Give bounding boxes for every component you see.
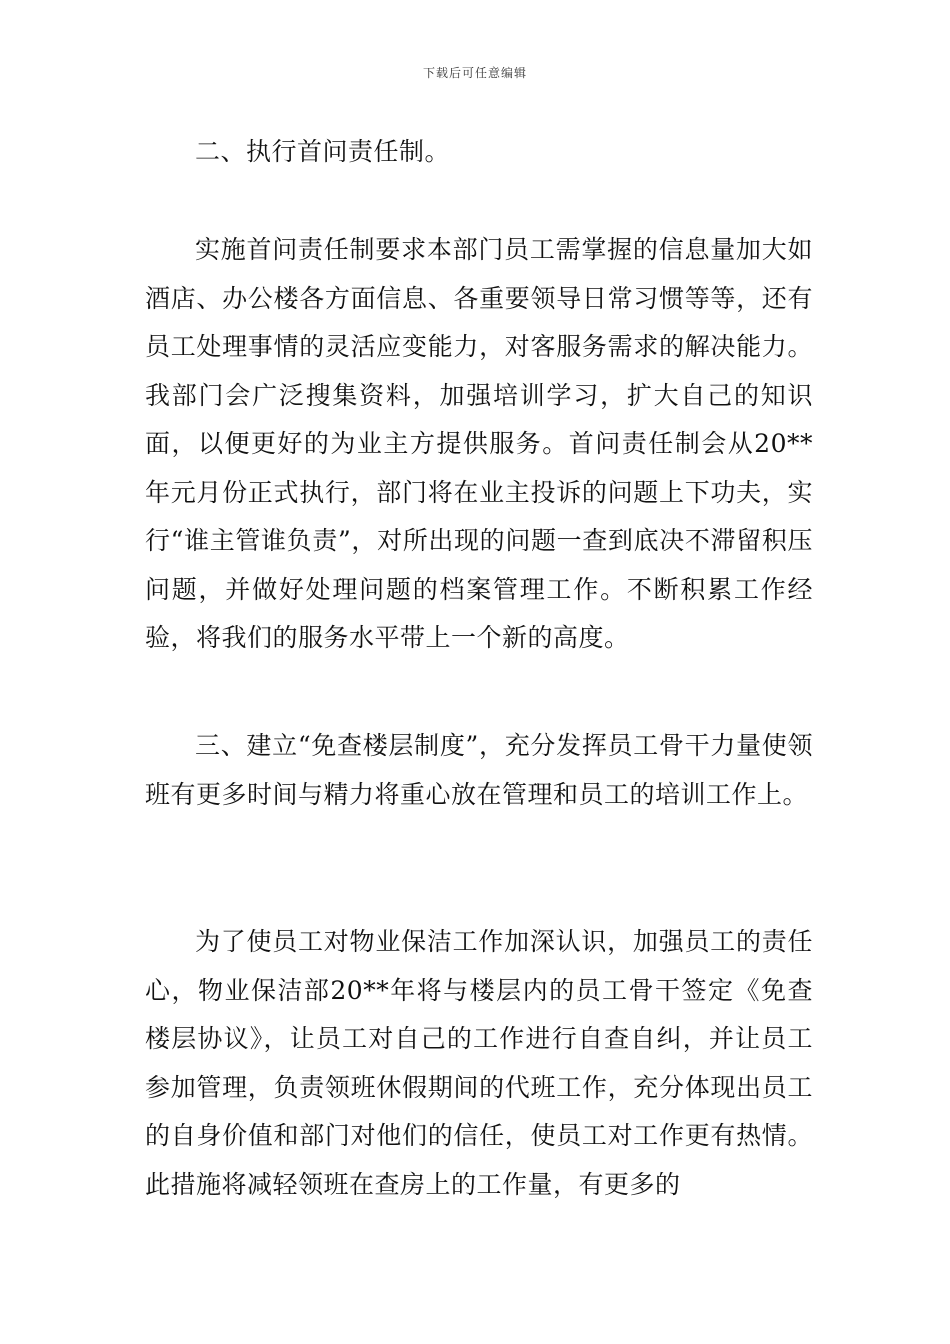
body-paragraph: 实施首问责任制要求本部门员工需掌握的信息量加大如酒店、办公楼各方面信息、各重要领导日常习惯等等，还有员工处理事情的灵活应变能力，对客服务需求的解决能力。我部门会广泛搜集资料，加强培训学习，扩大自己的知识面，以便更好的为业主方提供服务。首问责任制会从20**年元月份正式执行，部门将在业主投诉的问题上下功夫，实行“谁主管谁负责”，对所出现的问题一查到底决不滞留积压问题，并做好处理问题的档案管理工作。不断积累工作经验，将我们的服务水平带上一个新的高度。 bbox=[145, 235, 813, 652]
body-paragraph: 为了使员工对物业保洁工作加深认识，加强员工的责任心，物业保洁部20**年将与楼层内的员工骨干签定《免查楼层协议》，让员工对自己的工作进行自查自纠，并让员工参加管理，负责领班休假期间的代班工作，充分体现出员工的自身价值和部门对他们的信任，使员工对工作更有热情。此措施将减轻领班在查房上的工作量，有更多的 bbox=[145, 927, 813, 1199]
header-note: 下载后可任意编辑 bbox=[422, 66, 527, 80]
section-heading-2: 二、执行首问责任制。 bbox=[195, 137, 451, 166]
section-heading-3: 三、建立“免查楼层制度”，充分发挥员工骨干力量使领班有更多时间与精力将重心放在管理和员工的培训工作上。 bbox=[145, 731, 813, 809]
